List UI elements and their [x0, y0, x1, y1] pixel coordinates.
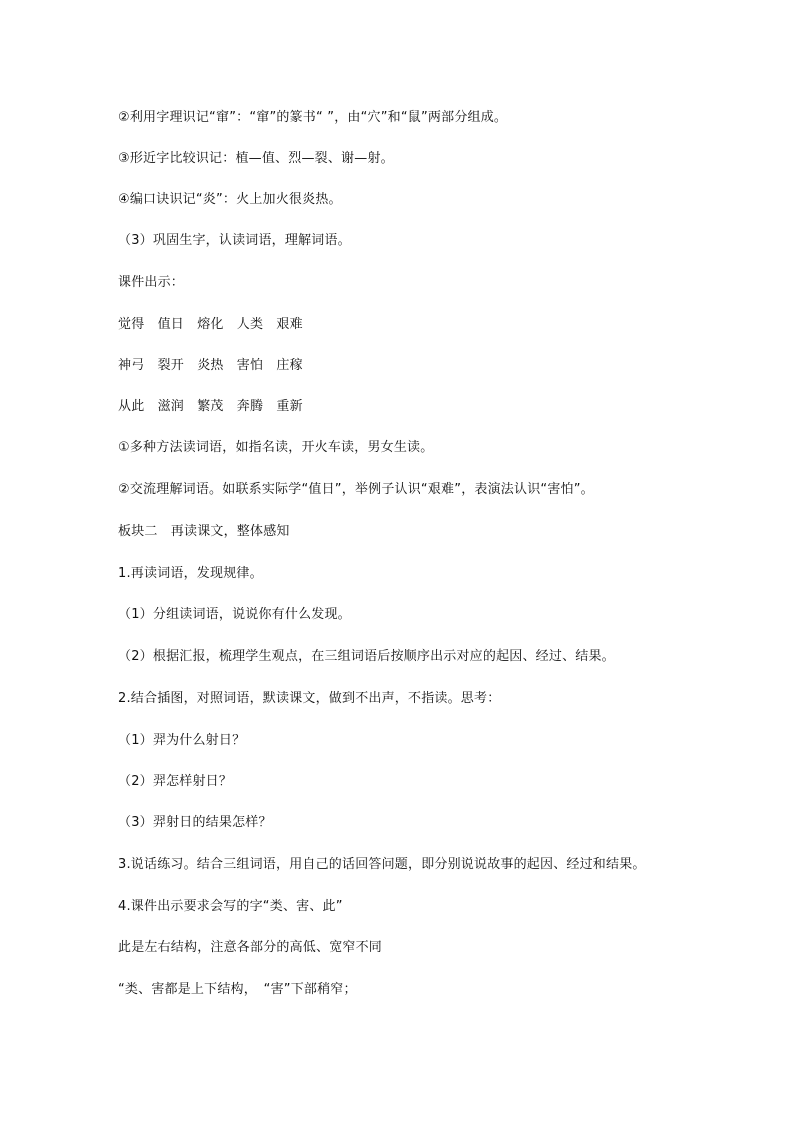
- text-line-10: ②交流理解词语。如联系实际学“值日”，举例子认识“艰难”，表演法认识“害怕”。: [118, 482, 594, 497]
- step-1-sub-1: （1）分组读词语，说说你有什么发现。: [118, 607, 351, 622]
- writing-note-2: “类、害都是上下结构， “害”下部稍窄；: [118, 982, 357, 997]
- question-3: （3）羿射日的结果怎样？: [118, 815, 272, 830]
- text-line-3: ④编口诀识记“炎”：火上加火很炎热。: [118, 192, 342, 207]
- word-group-1: 觉得 值日 熔化 人类 艰难: [118, 317, 303, 332]
- text-line-1: ②利用字理识记“窜”：“窜”的篆书“ ”，由“穴”和“鼠”两部分组成。: [118, 110, 508, 125]
- step-1-sub-2: （2）根据汇报，梳理学生观点，在三组词语后按顺序出示对应的起因、经过、结果。: [118, 649, 615, 664]
- section-heading-3: （3）巩固生字，认读词语，理解词语。: [118, 233, 351, 248]
- text-line-2: ③形近字比较识记：植—值、烈—裂、谢—射。: [118, 151, 394, 166]
- courseware-label: 课件出示：: [118, 275, 185, 290]
- section-title-block-2: 板块二 再读课文，整体感知: [118, 524, 290, 539]
- question-1: （1）羿为什么射日？: [118, 733, 246, 748]
- step-4: 4.课件出示要求会写的字“类、害、此”: [118, 899, 343, 914]
- writing-note-1: 此是左右结构，注意各部分的高低、宽窄不同: [118, 940, 383, 955]
- step-1: 1.再读词语，发现规律。: [118, 566, 263, 581]
- question-2: （2）羿怎样射日？: [118, 774, 233, 789]
- word-group-2: 神弓 裂开 炎热 害怕 庄稼: [118, 358, 303, 373]
- text-line-9: ①多种方法读词语，如指名读，开火车读，男女生读。: [118, 440, 434, 455]
- step-2: 2.结合插图，对照词语，默读课文，做到不出声，不指读。思考：: [118, 691, 501, 706]
- step-3: 3.说话练习。结合三组词语，用自己的话回答问题，即分别说说故事的起因、经过和结果。: [118, 857, 646, 872]
- word-group-3: 从此 滋润 繁茂 奔腾 重新: [118, 399, 303, 414]
